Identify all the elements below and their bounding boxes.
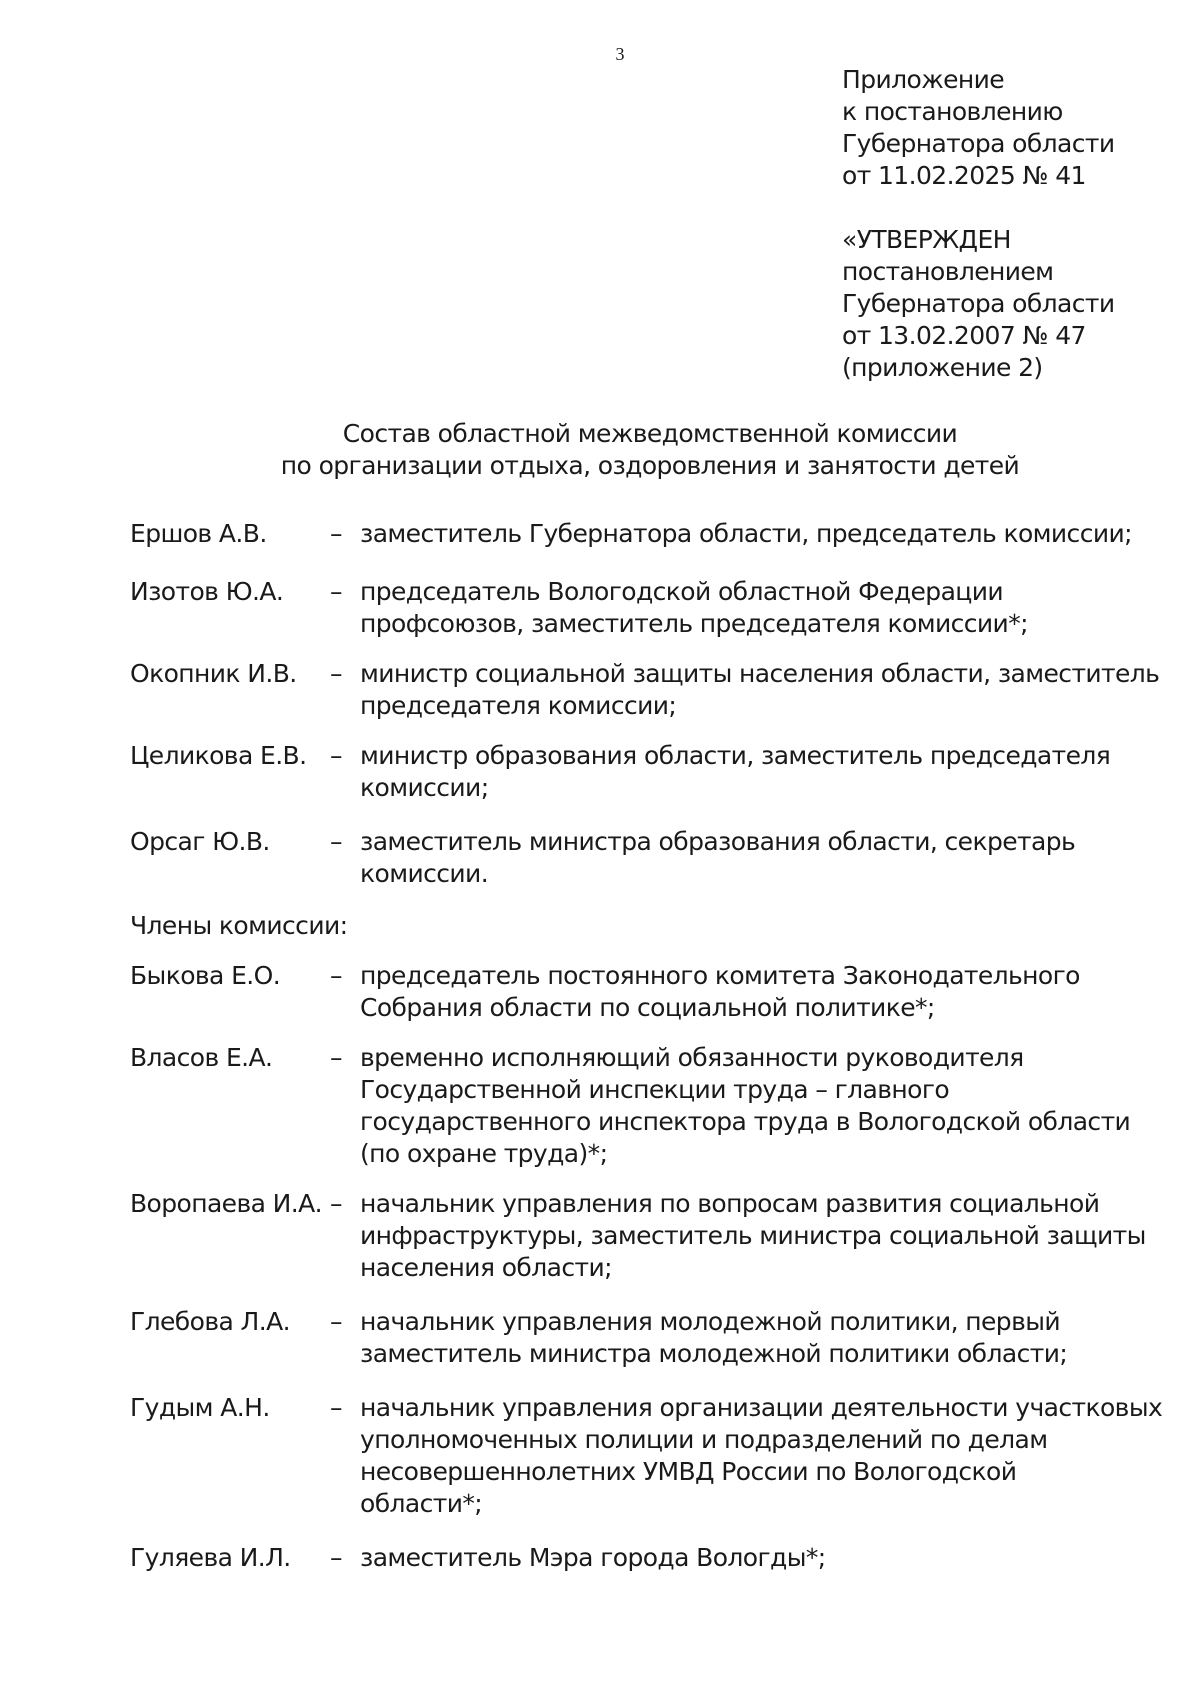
member-entry <box>130 1188 1146 1284</box>
member-name: Воропаева И.А. <box>130 1189 322 1218</box>
dash-separator: – <box>330 519 342 548</box>
member-position <box>360 658 1159 722</box>
approved-line: (приложение 2) <box>842 353 1043 382</box>
member-entry <box>130 960 1140 1024</box>
position-line: Государственной инспекции труда – главного <box>360 1075 950 1104</box>
position-line: председатель Вологодской областной Федерации <box>360 577 1004 606</box>
member-position <box>360 1042 1140 1170</box>
member-name: Целикова Е.В. <box>130 741 307 770</box>
member-position <box>360 1306 1140 1370</box>
position-line: области*; <box>360 1489 483 1518</box>
position-line: начальник управления молодежной политики, первый <box>360 1307 1060 1336</box>
member-position <box>360 1542 1140 1574</box>
member-name: Гудым А.Н. <box>130 1393 270 1422</box>
member-name: Власов Е.А. <box>130 1043 273 1072</box>
member-entry <box>130 518 1140 550</box>
member-name: Ершов А.В. <box>130 519 267 548</box>
member-position <box>360 740 1140 804</box>
dash-separator: – <box>330 659 342 688</box>
members-section-label: Члены комиссии: <box>130 911 348 940</box>
dash-separator: – <box>330 577 342 606</box>
position-line: профсоюзов, заместитель председателя комиссии*; <box>360 609 1028 638</box>
position-line: начальник управления организации деятельности участковых <box>360 1393 1163 1422</box>
position-line: временно исполняющий обязанности руководителя <box>360 1043 1024 1072</box>
title-line: по организации отдыха, оздоровления и занятости детей <box>280 451 1020 480</box>
dash-separator: – <box>330 961 342 990</box>
member-position <box>360 576 1140 640</box>
member-name: Окопник И.В. <box>130 659 297 688</box>
position-line: комиссии; <box>360 773 489 802</box>
approved-line: от 13.02.2007 № 47 <box>842 321 1086 350</box>
member-position <box>360 518 1140 550</box>
position-line: заместитель Мэра города Вологды*; <box>360 1543 826 1572</box>
approved-line: постановлением <box>842 257 1054 286</box>
member-entry <box>130 576 1140 640</box>
appendix-line: к постановлению <box>842 97 1063 126</box>
position-line: несовершеннолетних УМВД России по Вологодской <box>360 1457 1017 1486</box>
position-line: уполномоченных полиции и подразделений по делам <box>360 1425 1048 1454</box>
member-name: Глебова Л.А. <box>130 1307 290 1336</box>
member-name: Гуляева И.Л. <box>130 1543 291 1572</box>
dash-separator: – <box>330 827 342 856</box>
document-title <box>0 418 1200 482</box>
position-line: заместитель министра образования области, секретарь <box>360 827 1076 856</box>
position-line: министр социальной защиты населения области, заместитель <box>360 659 1160 688</box>
position-line: председателя комиссии; <box>360 691 677 720</box>
position-line: Собрания области по социальной политике*; <box>360 993 935 1022</box>
member-entry <box>130 1042 1140 1170</box>
member-position <box>360 960 1140 1024</box>
commission-composition-list <box>130 518 1163 1574</box>
member-entry <box>130 658 1160 722</box>
page-number: 3 <box>615 44 625 64</box>
approved-line: Губернатора области <box>842 289 1115 318</box>
position-line: населения области; <box>360 1253 612 1282</box>
position-line: (по охране труда)*; <box>360 1139 608 1168</box>
member-name: Быкова Е.О. <box>130 961 281 990</box>
member-entry <box>130 826 1140 890</box>
member-entry <box>130 1306 1140 1370</box>
title-line: Состав областной межведомственной комиссии <box>342 419 958 448</box>
appendix-line: Губернатора области <box>842 129 1115 158</box>
member-position <box>360 826 1140 890</box>
position-line: заместитель Губернатора области, председатель комиссии; <box>360 519 1132 548</box>
position-line: государственного инспектора труда в Вологодской области <box>360 1107 1131 1136</box>
member-position <box>360 1188 1146 1284</box>
position-line: инфраструктуры, заместитель министра социальной защиты <box>360 1221 1146 1250</box>
appendix-line: от 11.02.2025 № 41 <box>842 161 1086 190</box>
dash-separator: – <box>330 1393 342 1422</box>
member-entry <box>130 1392 1163 1520</box>
dash-separator: – <box>330 741 342 770</box>
position-line: заместитель министра молодежной политики области; <box>360 1339 1068 1368</box>
position-line: начальник управления по вопросам развития социальной <box>360 1189 1100 1218</box>
dash-separator: – <box>330 1307 342 1336</box>
appendix-reference-block <box>842 64 1115 192</box>
dash-separator: – <box>330 1189 342 1218</box>
approved-line: «УТВЕРЖДЕН <box>842 225 1011 254</box>
member-position <box>360 1392 1162 1520</box>
dash-separator: – <box>330 1043 342 1072</box>
member-name: Орсаг Ю.В. <box>130 827 270 856</box>
dash-separator: – <box>330 1543 342 1572</box>
member-entry <box>130 740 1140 804</box>
appendix-line: Приложение <box>842 65 1005 94</box>
member-name: Изотов Ю.А. <box>130 577 284 606</box>
member-entry <box>130 1542 1140 1574</box>
position-line: комиссии. <box>360 859 489 888</box>
position-line: министр образования области, заместитель председателя <box>360 741 1111 770</box>
position-line: председатель постоянного комитета Законодательного <box>360 961 1080 990</box>
approved-stamp-block <box>842 224 1115 384</box>
